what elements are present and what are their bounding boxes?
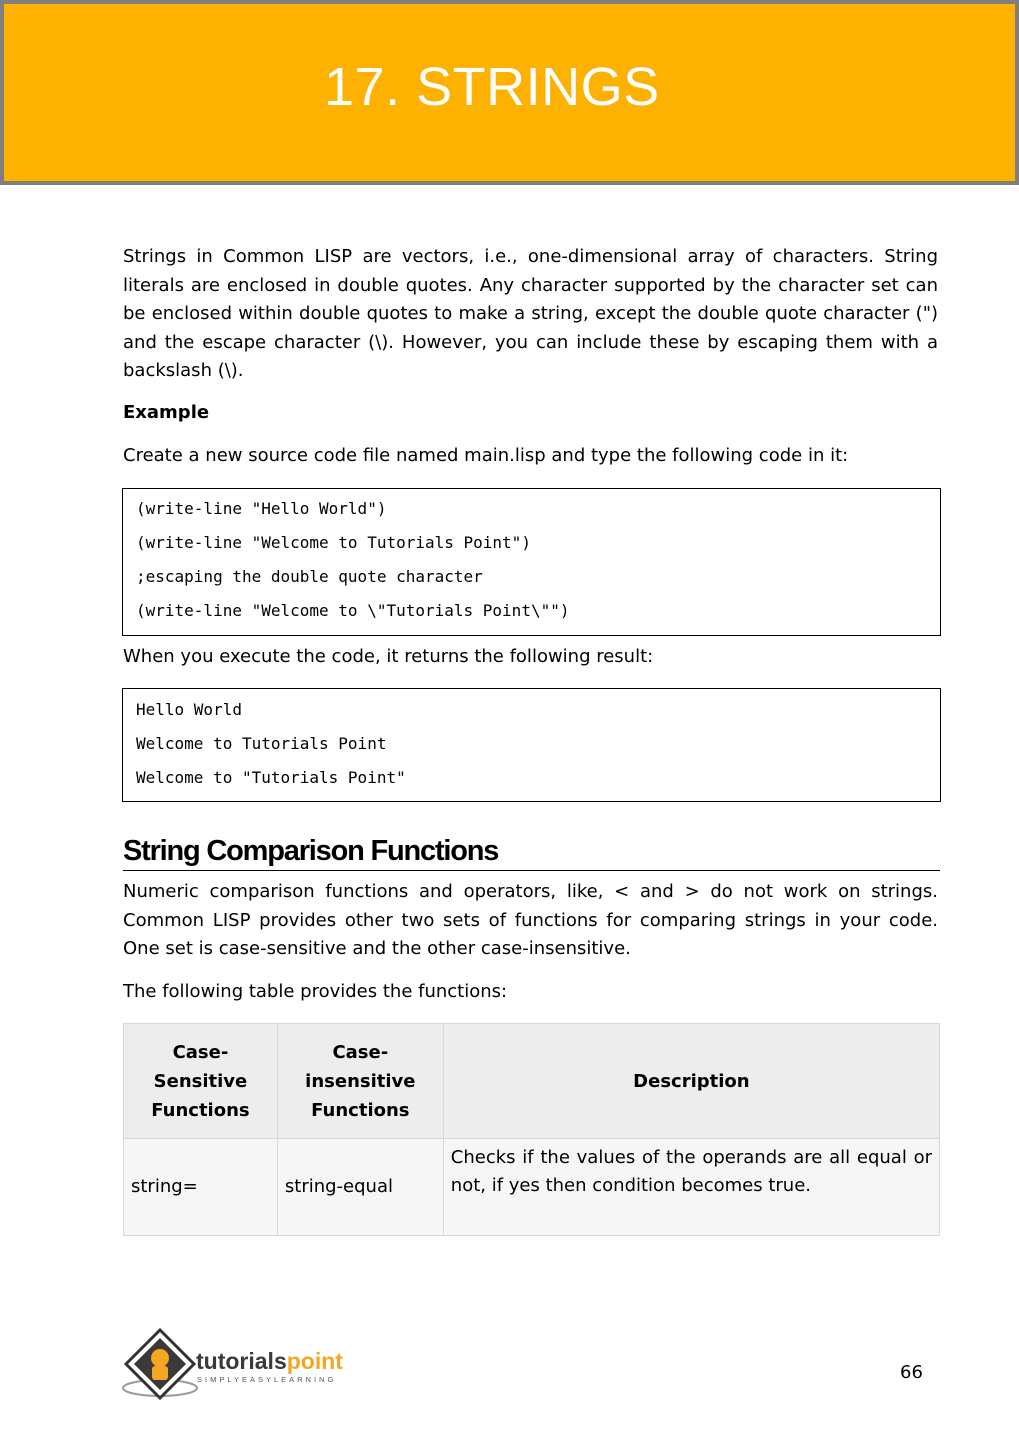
code-line: (write-line "Hello World") [136,499,387,518]
code-line: (write-line "Welcome to \"Tutorials Point\"") [136,601,570,620]
table-header-row [124,1024,940,1139]
header-case-insensitive: Case-insensitive Functions [277,1024,443,1139]
section-heading: String Comparison Functions [123,832,940,871]
result-instruction: When you execute the code, it returns the following result: [123,646,654,667]
logo-text-tutorials: tutorialspoint [196,1348,343,1374]
logo-tagline: SIMPLYEASYLEARNING [197,1375,337,1384]
cell-description: Checks if the values of the operands are all equal or not, if yes then condition becomes true. [443,1139,939,1236]
output-block [122,688,941,802]
output-line: Welcome to Tutorials Point [136,734,387,753]
table-row [124,1139,940,1236]
example-heading: Example [123,402,210,423]
intro-paragraph: Strings in Common LISP are vectors, i.e., one-dimensional array of characters. String literals are enclosed in double quotes. Any character supported by the character set can be enclosed within double quotes to make a string, except the double quote character (") and the escape character (\). However, you can include these by escaping them with a backslash (\). [123,246,938,381]
header-description: Description [443,1024,939,1139]
comparison-paragraph: Numeric comparison functions and operators, like, < and > do not work on strings. Common LISP provides other two sets of functions for comparing strings in your code. One set is case-sensitive and the other case-insensitive. [123,881,938,959]
output-line: Welcome to "Tutorials Point" [136,768,406,787]
table-intro: The following table provides the functions: [123,981,508,1002]
example-instruction: Create a new source code file named main.lisp and type the following code in it: [123,445,849,466]
cell-sensitive: string= [124,1139,278,1236]
code-line: (write-line "Welcome to Tutorials Point") [136,533,531,552]
code-block [122,488,941,636]
logo-icon [122,1328,367,1400]
chapter-title: 17. STRINGS [324,57,660,117]
string-functions-table [123,1023,940,1236]
code-line: ;escaping the double quote character [136,567,483,586]
chapter-banner [0,0,1019,185]
output-line: Hello World [136,700,242,719]
header-case-sensitive: Case-Sensitive Functions [124,1024,278,1139]
cell-insensitive: string-equal [277,1139,443,1236]
page-number: 66 [900,1362,923,1383]
tutorialspoint-logo [122,1328,367,1400]
